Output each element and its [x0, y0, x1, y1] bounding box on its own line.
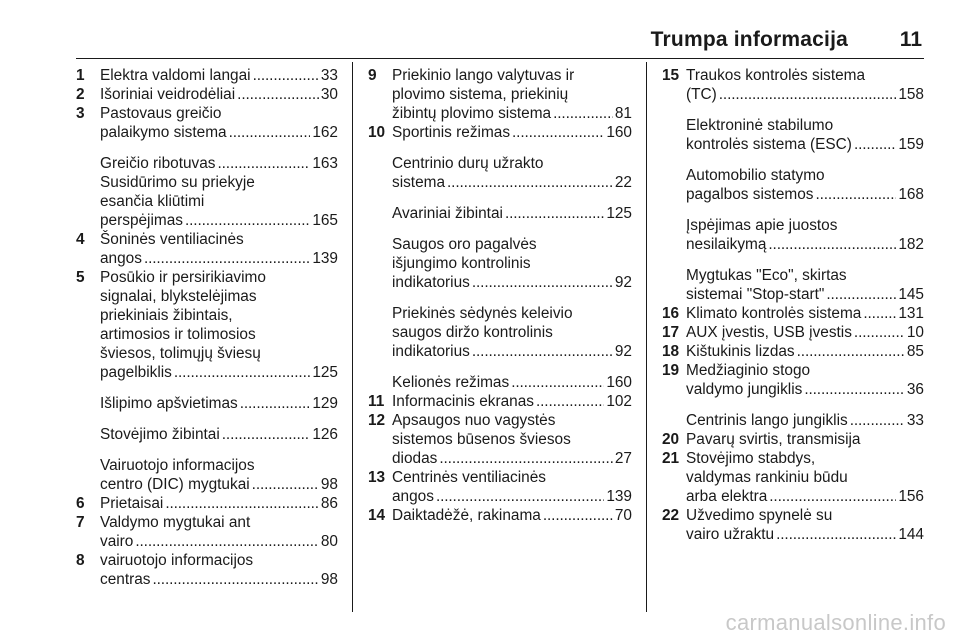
entry-text: Posūkio ir persirikiavimo: [100, 269, 266, 286]
entry-text: Pavarų svirtis, transmisija: [686, 431, 861, 448]
index-entry: [368, 392, 632, 411]
entry-text: Informacinis ekranas: [392, 393, 534, 410]
entry-text: Centrinės ventiliacinės: [392, 469, 546, 486]
entry-last-line: [100, 475, 338, 494]
item-number: 6: [76, 495, 85, 512]
entry-text: esančia kliūtimi: [100, 193, 205, 210]
index-entry: [76, 425, 338, 444]
entry-text: Susidūrimo su priekyje: [100, 174, 255, 191]
item-number: 11: [368, 393, 385, 410]
index-entry: [662, 449, 924, 506]
dot-leader: [826, 285, 896, 304]
entry-last-line: [100, 363, 338, 382]
page-reference: 144: [898, 526, 924, 543]
entry-text: Klimato kontrolės sistema: [686, 305, 862, 322]
entry-text: Sportinis režimas: [392, 124, 511, 141]
item-number: 22: [662, 507, 680, 524]
entry-text: pagalbos sistemos: [686, 186, 814, 203]
page-reference: 33: [906, 412, 924, 429]
page-reference: 156: [898, 488, 924, 505]
index-entry: [662, 304, 924, 323]
entry-text: AUX įvestis, USB įvestis: [686, 324, 852, 341]
entry-last-line: [100, 123, 338, 142]
dot-leader: [543, 506, 613, 525]
page-reference: 182: [898, 236, 924, 253]
page-reference: 98: [320, 571, 338, 588]
item-number: 2: [76, 86, 85, 103]
entry-last-line: [100, 249, 338, 268]
dot-leader: [144, 249, 310, 268]
page-reference: 139: [606, 488, 632, 505]
page-number: 11: [899, 28, 922, 51]
item-number: 17: [662, 324, 680, 341]
header-divider: [76, 58, 924, 59]
entry-text: Įspėjimas apie juostos: [686, 217, 838, 234]
entry-text: sistemos būsenos šviesos: [392, 431, 571, 448]
dot-leader: [769, 487, 896, 506]
index-entry: [76, 394, 338, 413]
index-entry: [76, 513, 338, 551]
page-reference: 98: [320, 476, 338, 493]
entry-text: Avariniai žibintai: [392, 205, 503, 222]
item-number: 21: [662, 450, 680, 467]
page-reference: 125: [312, 364, 338, 381]
dot-leader: [165, 494, 319, 513]
entry-text: Pastovaus greičio: [100, 105, 222, 122]
entry-text: palaikymo sistema: [100, 124, 227, 141]
entry-text: Traukos kontrolės sistema: [686, 67, 866, 84]
dot-leader: [553, 104, 613, 123]
page-reference: 33: [320, 67, 338, 84]
item-number: 9: [368, 67, 377, 84]
index-entry: [76, 268, 338, 382]
index-entry: [368, 506, 632, 525]
entry-text: Išlipimo apšvietimas: [100, 395, 238, 412]
entry-last-line: [686, 323, 924, 342]
index-entry: [662, 342, 924, 361]
entry-last-line: [100, 154, 338, 173]
dot-leader: [436, 487, 604, 506]
index-entry: [662, 506, 924, 544]
page-reference: 160: [606, 374, 632, 391]
entry-text: kontrolės sistema (ESC): [686, 136, 852, 153]
page-reference: 80: [320, 533, 338, 550]
entry-last-line: [392, 506, 632, 525]
entry-last-line: [686, 342, 924, 361]
entry-text: nesilaikymą: [686, 236, 767, 253]
entry-last-line: [686, 235, 924, 254]
index-entry: [76, 104, 338, 142]
entry-text: Centrinis lango jungiklis: [686, 412, 848, 429]
index-entry: [662, 66, 924, 104]
entry-text: Priekinio lango valytuvas ir: [392, 67, 575, 84]
page-reference: 81: [614, 105, 632, 122]
page-reference: 70: [614, 507, 632, 524]
item-number: 3: [76, 105, 85, 122]
entry-text: Valdymo mygtukai ant: [100, 514, 251, 531]
dot-leader: [505, 204, 604, 223]
entry-text: arba elektra: [686, 488, 768, 505]
dot-leader: [222, 425, 311, 444]
entry-text: Elektroninė stabilumo: [686, 117, 834, 134]
entry-last-line: [392, 342, 632, 361]
entry-text: artimosios ir tolimosios: [100, 326, 256, 343]
index-entry: [368, 154, 632, 192]
dot-leader: [253, 66, 319, 85]
entry-last-line: [100, 570, 338, 589]
entry-last-line: [686, 411, 924, 430]
index-entry: [76, 230, 338, 268]
entry-text: indikatorius: [392, 274, 470, 291]
page-reference: 92: [614, 274, 632, 291]
index-entry: [368, 204, 632, 223]
entry-text: Kištukinis lizdas: [686, 343, 795, 360]
item-number: 20: [662, 431, 680, 448]
index-entry: [662, 323, 924, 342]
entry-text: vairuotojo informacijos: [100, 552, 254, 569]
page-reference: 168: [898, 186, 924, 203]
entry-last-line: [686, 380, 924, 399]
entry-last-line: [686, 135, 924, 154]
page-reference: 160: [606, 124, 632, 141]
entry-text: Prietaisai: [100, 495, 164, 512]
entry-last-line: [100, 85, 338, 104]
entry-text: valdymo jungiklis: [686, 381, 803, 398]
dot-leader: [768, 235, 896, 254]
entry-last-line: [686, 487, 924, 506]
dot-leader: [472, 273, 613, 292]
entry-last-line: [392, 104, 632, 123]
dot-leader: [719, 85, 897, 104]
index-entry: [368, 235, 632, 292]
page-reference: 36: [906, 381, 924, 398]
dot-leader: [174, 363, 310, 382]
entry-text: Saugos oro pagalvės: [392, 236, 537, 253]
entry-last-line: [100, 66, 338, 85]
item-number: 15: [662, 67, 680, 84]
page-title: Trumpa informacija: [650, 28, 848, 51]
entry-text: žibintų plovimo sistema: [392, 105, 552, 122]
index-entry: [662, 411, 924, 430]
entry-last-line: [686, 285, 924, 304]
entry-last-line: [686, 85, 924, 104]
entry-last-line: [100, 494, 338, 513]
entry-last-line: [100, 394, 338, 413]
page-reference: 22: [614, 174, 632, 191]
entry-text: Medžiaginio stogo: [686, 362, 811, 379]
entry-text: Centrinio durų užrakto: [392, 155, 544, 172]
dot-leader: [536, 392, 604, 411]
entry-text: Greičio ribotuvas: [100, 155, 216, 172]
dot-leader: [797, 342, 905, 361]
entry-text: sistemai "Stop-start": [686, 286, 825, 303]
entry-text: Priekinės sėdynės keleivio: [392, 305, 573, 322]
entry-text: plovimo sistema, priekinių: [392, 86, 569, 103]
dot-leader: [217, 154, 310, 173]
index-entry: [76, 494, 338, 513]
watermark: carmanualsonline.info: [725, 610, 946, 635]
entry-text: Vairuotojo informacijos: [100, 457, 255, 474]
index-entry: [368, 304, 632, 361]
entry-text: Stovėjimo žibintai: [100, 426, 220, 443]
entry-text: centro (DIC) mygtukai: [100, 476, 250, 493]
dot-leader: [447, 173, 613, 192]
entry-text: valdymas rankiniu būdu: [686, 469, 848, 486]
entry-text: signalai, blykstelėjimas: [100, 288, 257, 305]
page-reference: 86: [320, 495, 338, 512]
entry-text: pagelbiklis: [100, 364, 172, 381]
entry-last-line: [100, 425, 338, 444]
dot-leader: [135, 532, 319, 551]
entry-last-line: [100, 211, 338, 230]
index-entry: [662, 266, 924, 304]
index-entry: [662, 166, 924, 204]
entry-last-line: [392, 487, 632, 506]
page-reference: 145: [898, 286, 924, 303]
entry-text: Elektra valdomi langai: [100, 67, 251, 84]
index-entry: [368, 123, 632, 142]
index-entry: [368, 66, 632, 123]
entry-text: (TC): [686, 86, 717, 103]
index-column-1: [76, 66, 338, 589]
page-header: [0, 0, 960, 52]
entry-last-line: [392, 173, 632, 192]
dot-leader: [237, 85, 319, 104]
page-reference: 129: [312, 395, 338, 412]
dot-leader: [152, 570, 318, 589]
page-reference: 126: [312, 426, 338, 443]
dot-leader: [850, 411, 905, 430]
dot-leader: [511, 373, 604, 392]
dot-leader: [854, 135, 896, 154]
dot-leader: [472, 342, 613, 361]
item-number: 18: [662, 343, 680, 360]
entry-last-line: [686, 185, 924, 204]
dot-leader: [240, 394, 311, 413]
entry-text: priekiniais žibintais,: [100, 307, 233, 324]
entry-last-line: [392, 373, 632, 392]
dot-leader: [863, 304, 896, 323]
page-reference: 158: [898, 86, 924, 103]
page-reference: 30: [320, 86, 338, 103]
entry-text: Stovėjimo stabdys,: [686, 450, 816, 467]
entry-last-line: [100, 532, 338, 551]
entry-last-line: [392, 204, 632, 223]
index-entry: [368, 411, 632, 468]
entry-last-line: [392, 449, 632, 468]
entry-text: vairo: [100, 533, 134, 550]
index-entry: [368, 373, 632, 392]
index-entry: [368, 468, 632, 506]
page-reference: 165: [312, 212, 338, 229]
item-number: 16: [662, 305, 680, 322]
entry-text: Išoriniai veidrodėliai: [100, 86, 236, 103]
item-number: 14: [368, 507, 386, 524]
item-number: 8: [76, 552, 85, 569]
entry-text: saugos diržo kontrolinis: [392, 324, 553, 341]
item-number: 7: [76, 514, 85, 531]
entry-text: Užvedimo spynelė su: [686, 507, 833, 524]
page-reference: 162: [312, 124, 338, 141]
index-column-3: [662, 66, 924, 544]
dot-leader: [512, 123, 604, 142]
index-entry: [76, 66, 338, 85]
index-entry: [76, 154, 338, 173]
entry-text: Šoninės ventiliacinės: [100, 231, 244, 248]
entry-text: Apsaugos nuo vagystės: [392, 412, 556, 429]
entry-text: angos: [100, 250, 142, 267]
dot-leader: [229, 123, 311, 142]
entry-last-line: [392, 123, 632, 142]
dot-leader: [815, 185, 896, 204]
entry-last-line: [686, 430, 924, 449]
entry-text: išjungimo kontrolinis: [392, 255, 531, 272]
page-reference: 10: [906, 324, 924, 341]
entry-text: šviesos, tolimųjų šviesų: [100, 345, 261, 362]
page-reference: 131: [898, 305, 924, 322]
entry-text: Daiktadėžė, rakinama: [392, 507, 541, 524]
item-number: 1: [76, 67, 85, 84]
entry-text: Kelionės režimas: [392, 374, 510, 391]
entry-text: perspėjimas: [100, 212, 183, 229]
index-entry: [662, 361, 924, 399]
entry-text: vairo užraktu: [686, 526, 775, 543]
dot-leader: [776, 525, 896, 544]
entry-text: diodas: [392, 450, 438, 467]
item-number: 10: [368, 124, 386, 141]
page-reference: 139: [312, 250, 338, 267]
dot-leader: [252, 475, 319, 494]
page-reference: 159: [898, 136, 924, 153]
dot-leader: [185, 211, 310, 230]
entry-text: Mygtukas "Eco", skirtas: [686, 267, 847, 284]
index-entry: [662, 430, 924, 449]
index-entry: [76, 173, 338, 230]
page-reference: 125: [606, 205, 632, 222]
index-entry: [662, 116, 924, 154]
item-number: 19: [662, 362, 680, 379]
index-entry: [76, 85, 338, 104]
entry-last-line: [392, 273, 632, 292]
dot-leader: [854, 323, 905, 342]
entry-text: angos: [392, 488, 434, 505]
column-divider-2: [646, 62, 647, 612]
page-reference: 85: [906, 343, 924, 360]
entry-last-line: [686, 304, 924, 323]
entry-last-line: [392, 392, 632, 411]
dot-leader: [804, 380, 905, 399]
entry-text: indikatorius: [392, 343, 470, 360]
column-divider-1: [352, 62, 353, 612]
entry-text: Automobilio statymo: [686, 167, 825, 184]
entry-text: sistema: [392, 174, 446, 191]
index-column-2: [368, 66, 632, 525]
page-reference: 27: [614, 450, 632, 467]
item-number: 5: [76, 269, 85, 286]
index-entry: [662, 216, 924, 254]
entry-text: centras: [100, 571, 151, 588]
page-reference: 163: [312, 155, 338, 172]
entry-last-line: [686, 525, 924, 544]
item-number: 4: [76, 231, 85, 248]
index-entry: [76, 551, 338, 589]
item-number: 13: [368, 469, 386, 486]
page-reference: 92: [614, 343, 632, 360]
item-number: 12: [368, 412, 386, 429]
dot-leader: [439, 449, 613, 468]
page-reference: 102: [606, 393, 632, 410]
index-entry: [76, 456, 338, 494]
